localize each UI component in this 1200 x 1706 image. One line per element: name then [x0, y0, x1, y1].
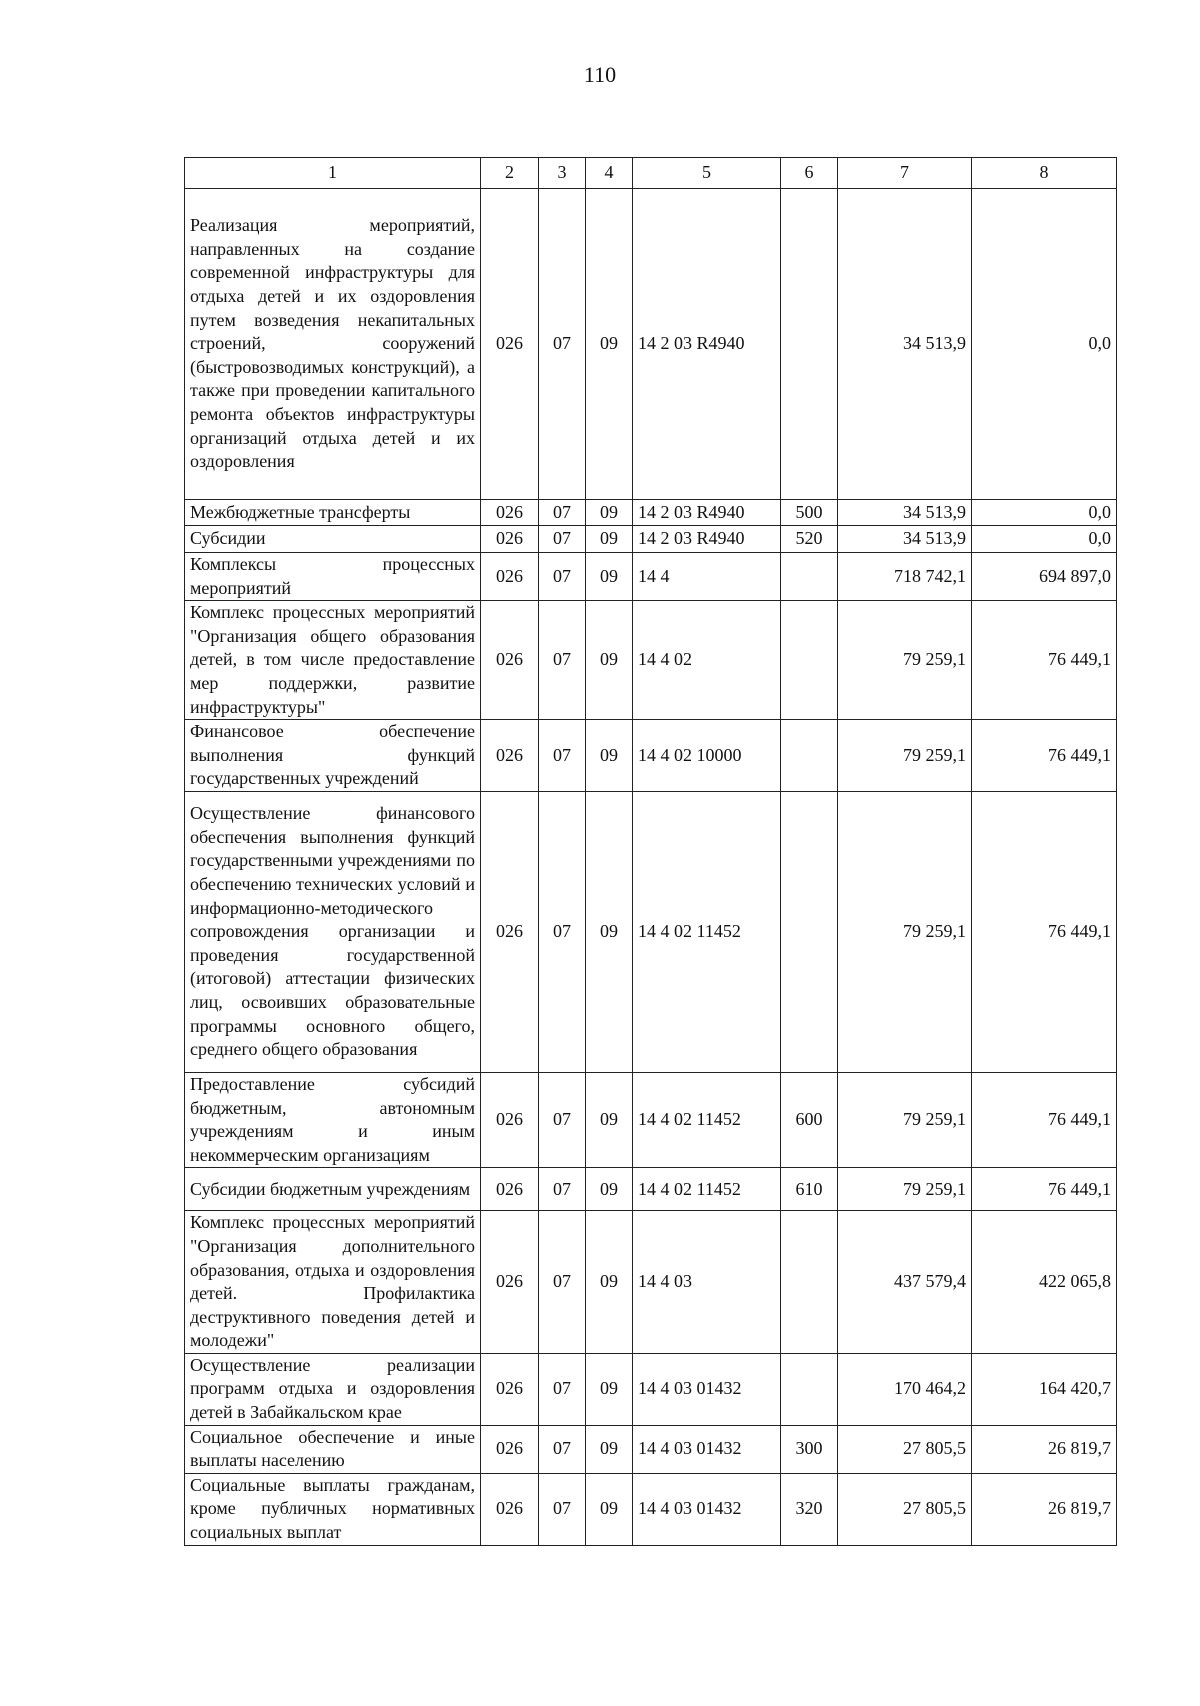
table-row	[185, 1353, 1117, 1425]
table-row	[185, 601, 1117, 720]
row-name-cell: Комплексы процессных мероприятий	[185, 553, 481, 601]
section-code-cell: 07	[539, 1425, 586, 1473]
target-article-cell: 14 4 02	[633, 601, 781, 720]
expense-type-cell	[781, 553, 838, 601]
table-row	[185, 553, 1117, 601]
expense-type-cell: 520	[781, 526, 838, 553]
row-name-cell: Реализация мероприятий, направленных на создание современной инфраструктуры для отдыха детей и их оздоровления путем возведения некапитальных строений, сооружений (быстровозводимых конструкций), а также при проведении капитального ремонта объектов инфраструктуры организаций отдыха детей и их оздоровления	[185, 189, 481, 500]
expense-type-cell: 320	[781, 1473, 838, 1545]
row-name-cell: Осуществление финансового обеспечения выполнения функций государственными учреждениями по обеспечению технических условий и информационно-методического сопровождения организации и проведения государственной (итоговой) аттестации физических лиц, освоивших образовательные программы основного общего, среднего общего образования	[185, 791, 481, 1072]
table-row	[185, 526, 1117, 553]
target-article-cell: 14 4 03	[633, 1211, 781, 1354]
chapter-code-cell: 026	[481, 189, 539, 500]
target-article-cell: 14 4 03 01432	[633, 1353, 781, 1425]
amount-year1-cell: 79 259,1	[838, 1168, 972, 1211]
section-code-cell: 07	[539, 791, 586, 1072]
expense-type-cell: 610	[781, 1168, 838, 1211]
amount-year2-cell: 422 065,8	[972, 1211, 1117, 1354]
amount-year1-cell: 79 259,1	[838, 720, 972, 792]
amount-year1-cell: 79 259,1	[838, 791, 972, 1072]
target-article-cell: 14 4 03 01432	[633, 1425, 781, 1473]
header-cell: 7	[838, 158, 972, 189]
target-article-cell: 14 2 03 R4940	[633, 189, 781, 500]
section-code-cell: 07	[539, 1211, 586, 1354]
expense-type-cell: 500	[781, 500, 838, 526]
header-cell: 5	[633, 158, 781, 189]
table-row	[185, 500, 1117, 526]
row-name-cell: Комплекс процессных мероприятий "Организация общего образования детей, в том числе предоставление мер поддержки, развитие инфраструктуры"	[185, 601, 481, 720]
amount-year2-cell: 26 819,7	[972, 1425, 1117, 1473]
row-name-cell: Социальные выплаты гражданам, кроме публичных нормативных социальных выплат	[185, 1473, 481, 1545]
expense-type-cell	[781, 791, 838, 1072]
section-code-cell: 07	[539, 601, 586, 720]
amount-year1-cell: 79 259,1	[838, 1072, 972, 1167]
header-cell: 3	[539, 158, 586, 189]
chapter-code-cell: 026	[481, 1168, 539, 1211]
section-code-cell: 07	[539, 720, 586, 792]
amount-year1-cell: 79 259,1	[838, 601, 972, 720]
subsection-code-cell: 09	[586, 1211, 633, 1354]
target-article-cell: 14 4	[633, 553, 781, 601]
section-code-cell: 07	[539, 1072, 586, 1167]
chapter-code-cell: 026	[481, 720, 539, 792]
section-code-cell: 07	[539, 189, 586, 500]
amount-year1-cell: 437 579,4	[838, 1211, 972, 1354]
subsection-code-cell: 09	[586, 1473, 633, 1545]
amount-year2-cell: 26 819,7	[972, 1473, 1117, 1545]
row-name-cell: Финансовое обеспечение выполнения функций государственных учреждений	[185, 720, 481, 792]
amount-year1-cell: 34 513,9	[838, 526, 972, 553]
chapter-code-cell: 026	[481, 500, 539, 526]
amount-year1-cell: 27 805,5	[838, 1473, 972, 1545]
target-article-cell: 14 4 02 11452	[633, 791, 781, 1072]
chapter-code-cell: 026	[481, 791, 539, 1072]
chapter-code-cell: 026	[481, 1425, 539, 1473]
header-cell: 6	[781, 158, 838, 189]
section-code-cell: 07	[539, 1353, 586, 1425]
header-cell: 8	[972, 158, 1117, 189]
amount-year1-cell: 34 513,9	[838, 189, 972, 500]
subsection-code-cell: 09	[586, 1425, 633, 1473]
section-code-cell: 07	[539, 553, 586, 601]
amount-year1-cell: 27 805,5	[838, 1425, 972, 1473]
subsection-code-cell: 09	[586, 1072, 633, 1167]
target-article-cell: 14 4 02 11452	[633, 1168, 781, 1211]
table-row	[185, 1473, 1117, 1545]
subsection-code-cell: 09	[586, 500, 633, 526]
expense-type-cell	[781, 720, 838, 792]
amount-year2-cell: 76 449,1	[972, 720, 1117, 792]
table-header-row	[185, 158, 1117, 189]
row-name-cell: Субсидии	[185, 526, 481, 553]
row-name-cell: Субсидии бюджетным учреждениям	[185, 1168, 481, 1211]
amount-year1-cell: 34 513,9	[838, 500, 972, 526]
chapter-code-cell: 026	[481, 1353, 539, 1425]
header-cell: 4	[586, 158, 633, 189]
section-code-cell: 07	[539, 526, 586, 553]
section-code-cell: 07	[539, 1473, 586, 1545]
expense-type-cell	[781, 1353, 838, 1425]
table-row	[185, 1211, 1117, 1354]
chapter-code-cell: 026	[481, 1473, 539, 1545]
amount-year2-cell: 76 449,1	[972, 791, 1117, 1072]
target-article-cell: 14 4 03 01432	[633, 1473, 781, 1545]
chapter-code-cell: 026	[481, 553, 539, 601]
row-name-cell: Комплекс процессных мероприятий "Организация дополнительного образования, отдыха и оздоровления детей. Профилактика деструктивного поведения детей и молодежи"	[185, 1211, 481, 1354]
table-row	[185, 791, 1117, 1072]
section-code-cell: 07	[539, 1168, 586, 1211]
chapter-code-cell: 026	[481, 1211, 539, 1354]
amount-year2-cell: 0,0	[972, 526, 1117, 553]
table-row	[185, 720, 1117, 792]
header-cell: 1	[185, 158, 481, 189]
expense-type-cell	[781, 189, 838, 500]
budget-table	[184, 157, 1117, 1546]
chapter-code-cell: 026	[481, 526, 539, 553]
subsection-code-cell: 09	[586, 553, 633, 601]
chapter-code-cell: 026	[481, 1072, 539, 1167]
expense-type-cell	[781, 601, 838, 720]
expense-type-cell: 600	[781, 1072, 838, 1167]
row-name-cell: Межбюджетные трансферты	[185, 500, 481, 526]
amount-year2-cell: 0,0	[972, 189, 1117, 500]
subsection-code-cell: 09	[586, 189, 633, 500]
expense-type-cell	[781, 1211, 838, 1354]
target-article-cell: 14 4 02 11452	[633, 1072, 781, 1167]
amount-year1-cell: 170 464,2	[838, 1353, 972, 1425]
subsection-code-cell: 09	[586, 526, 633, 553]
amount-year2-cell: 76 449,1	[972, 1072, 1117, 1167]
table-row	[185, 1425, 1117, 1473]
row-name-cell: Социальное обеспечение и иные выплаты населению	[185, 1425, 481, 1473]
page-number: 110	[583, 62, 617, 87]
subsection-code-cell: 09	[586, 1168, 633, 1211]
row-name-cell: Предоставление субсидий бюджетным, автономным учреждениям и иным некоммерческим организациям	[185, 1072, 481, 1167]
amount-year2-cell: 0,0	[972, 500, 1117, 526]
subsection-code-cell: 09	[586, 791, 633, 1072]
amount-year2-cell: 164 420,7	[972, 1353, 1117, 1425]
header-cell: 2	[481, 158, 539, 189]
section-code-cell: 07	[539, 500, 586, 526]
target-article-cell: 14 4 02 10000	[633, 720, 781, 792]
subsection-code-cell: 09	[586, 720, 633, 792]
table-row	[185, 189, 1117, 500]
target-article-cell: 14 2 03 R4940	[633, 526, 781, 553]
amount-year2-cell: 694 897,0	[972, 553, 1117, 601]
amount-year2-cell: 76 449,1	[972, 1168, 1117, 1211]
subsection-code-cell: 09	[586, 1353, 633, 1425]
row-name-cell: Осуществление реализации программ отдыха и оздоровления детей в Забайкальском крае	[185, 1353, 481, 1425]
chapter-code-cell: 026	[481, 601, 539, 720]
target-article-cell: 14 2 03 R4940	[633, 500, 781, 526]
amount-year1-cell: 718 742,1	[838, 553, 972, 601]
table-row	[185, 1168, 1117, 1211]
amount-year2-cell: 76 449,1	[972, 601, 1117, 720]
subsection-code-cell: 09	[586, 601, 633, 720]
expense-type-cell: 300	[781, 1425, 838, 1473]
table-row	[185, 1072, 1117, 1167]
